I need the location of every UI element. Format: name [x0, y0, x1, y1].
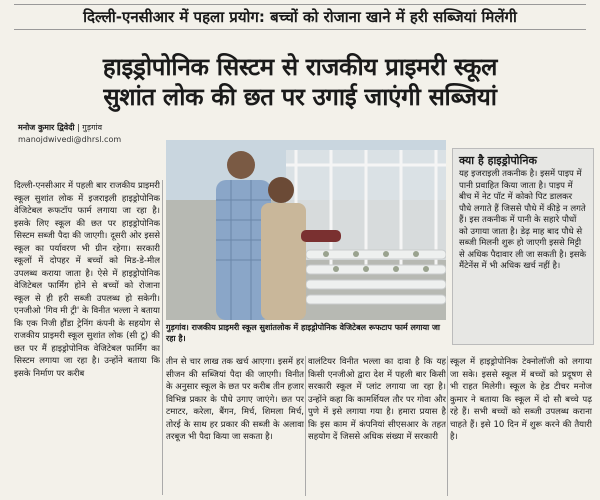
info-box: [452, 148, 594, 345]
article-column-2: तीन से चार लाख तक खर्च आएगा। इसमें हर सीजन की सब्जियां पैदा की जाएगी। विनीत के अनुसार स्कूल के छत पर करीब तीन हजार विभिन्न प्रकार के पौधे उगाए जाएंगे। छत पर टमाटर, करेला, बैंगन, मिर्च, शिमला मिर्च, तोरई के साथ हर प्रकार की सब्जी के अलावा तरबूज भी पैदा किया जा सकता है।: [166, 357, 304, 442]
byline-location: गुड़गांव: [82, 123, 103, 132]
article-column-4: स्कूल में हाइड्रोपोनिक टेक्नोलॉजी को लगाया जा सके। इससे स्कूल में बच्चों को प्रदूषण से भी राहत मिलेगी। स्कूल के हेड टीचर मनोज कुमार ने बताया कि स्कूल में दो सौ बच्चे पढ़ रहे हैं। सभी बच्चों को सब्जी उपलब्ध कराना चाहते हैं। इसे 10 दिन में शुरू करने की तैयारी है।: [450, 357, 592, 442]
column-divider: [447, 356, 448, 496]
byline-email: manojdwivedi@dhrsl.com: [18, 135, 122, 144]
column-divider: [305, 356, 306, 496]
byline-author: मनोज कुमार द्विवेदी: [18, 123, 75, 132]
headline: [8, 52, 592, 112]
headline-line-1: हाइड्रोपोनिक सिस्टम से राजकीय प्राइमरी स्कूल: [102, 53, 498, 81]
headline-line-2: सुशांत लोक की छत पर उगाई जाएंगी सब्जियां: [103, 83, 497, 111]
article-column-1: दिल्ली-एनसीआर में पहली बार राजकीय प्राइमरी स्कूल सुशांत लोक में इजराइली हाइड्रोपोनिक वेजिटेबल रूफटॉप फार्म लगाया जा रहा है। इसके लिए स्कूल की छत पर हाइड्रोपोनिक सिस्टम सब्जी पैदा की जाएगी। दूसरी ओर इससे स्कूल का पर्यावरण भी ग्रीन रहेगा। सरकारी स्कूलों में दोपहर में बच्चों को मिड-डे-मील उपलब्ध कराया जाता है। ऐसे में हाइड्रोपोनिक वेजिटेबल फार्मिंग होने से बच्चों को रोजाना स्कूल से ही हरी सब्जी उपलब्ध हो सकेगी। एनजीओ 'गिव मी ट्री' के विनीत भल्ला ने बताया कि एक निजी हौंडा ट्रेनिंग कंपनी के सहयोग से राजकीय प्राइमरी स्कूल सुशांत लोक (सी टू) की छत पर मैं हाइड्रोपोनिक वेजिटेबल फार्मिंग का सिस्टम लगाया जा रहा है। उन्होंने बताया कि इसके निर्माण पर करीब: [14, 181, 160, 379]
column-divider: [162, 180, 163, 495]
news-photo: [166, 140, 446, 320]
kicker-line: दिल्ली-एनसीआर में पहला प्रयोग: बच्चों को रोजाना खाने में हरी सब्जियां मिलेंगी: [14, 4, 586, 30]
byline: मनोज कुमार द्विवेदी | गुड़गांव: [18, 123, 103, 132]
article-column-3: वालंटियर विनीत भल्ला का दावा है कि यह किसी एनजीओ द्वारा देश में पहली बार किसी सरकारी स्कूल में प्लांट लगाया जा रहा है। उन्होंने कहा कि कामर्शियल तौर पर गोवा और पुणे में इसे लगाया गया है। हमारा प्रयास है कि इस काम में कंपनियां सीएसआर के तहत सहयोग दें जिससे अधिक संख्या में सरकारी: [308, 357, 446, 442]
info-box-text: यह इजराइली तकनीक है। इसमें पाइप में पानी प्रवाहित किया जाता है। पाइप में बीच में नेट पॉट में कोको पिट डालकर पौधे लगाते हैं जिससे पौधे में कीड़े न लगते हैं। इस तकनीक में पानी के सहारे पौधों को उगाया जाता है। डेढ़ माह बाद पौधे से सब्जी मिलनी शुरू हो जाएगी इससे मिट्टी से अधिक पैदावार ली जा सकती है। इसके मैंटेनेंस में भी अधिक खर्च नहीं है।: [459, 169, 587, 271]
info-box-title: क्या है हाइड्रोपोनिक: [459, 154, 537, 167]
photo-caption: गुड़गांव। राजकीय प्राइमरी स्कूल सुशांतलोक में हाइड्रोपोनिक वेजिटेबल रूफटाप फार्म लगाया जा रहा है।: [166, 323, 441, 343]
